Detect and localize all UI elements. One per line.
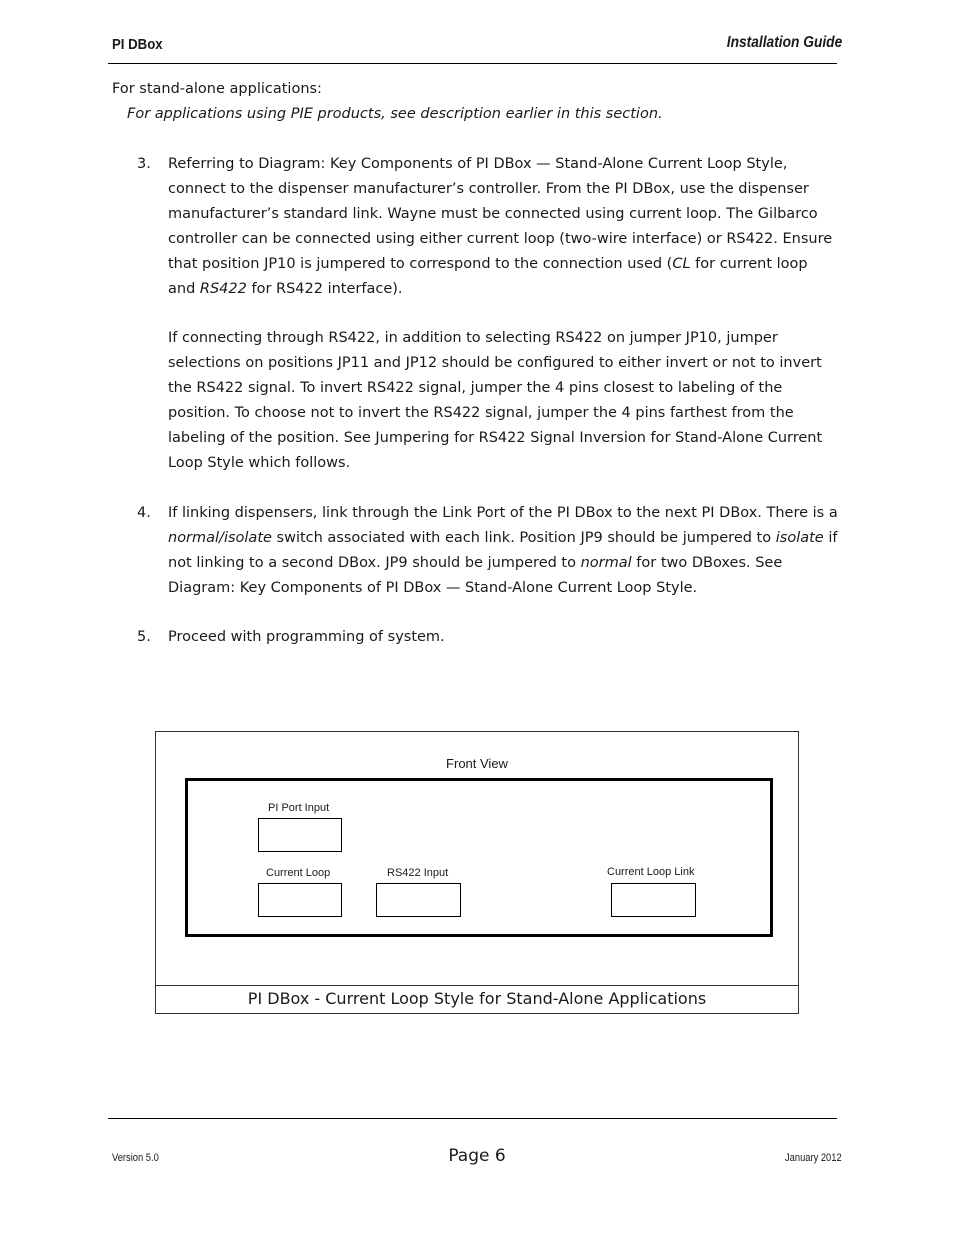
- pi-port-input-label: PI Port Input: [268, 802, 330, 814]
- current-loop-connector: [258, 883, 342, 917]
- pi-port-input-connector: [258, 818, 342, 852]
- text-run: if not linking to a second DBox. JP9 should be jumpered to: [168, 530, 838, 571]
- text-run: Referring to Diagram: Key Components of PI DBox — Stand-Alone Current Loop Style, connect to the dispenser manufacturer’s controller. From the PI DBox, use the dispenser manufacturer’s standard link. Wayne must be connected using current loop. The Gilbarco controller can be connected using either current loop (two-wire interface) or RS422. Ensure that position JP10 is jumpered to correspond to the connection used (: [168, 156, 833, 272]
- text-italic: CL: [672, 256, 691, 272]
- rs422-input-label: RS422 Input: [387, 867, 449, 879]
- text-italic: normal/isolate: [168, 530, 272, 546]
- current-loop-label: Current Loop: [266, 867, 331, 879]
- list-number: 5.: [137, 629, 151, 645]
- diagram-caption: PI DBox - Current Loop Style for Stand-Alone Applications: [156, 985, 798, 1013]
- text-italic: normal: [580, 555, 632, 571]
- text-run: for RS422 interface).: [246, 281, 403, 297]
- list-number: 3.: [137, 156, 151, 172]
- list-text: Proceed with programming of system.: [168, 629, 445, 645]
- text-run: switch associated with each link. Position JP9 should be jumpered to: [271, 530, 776, 546]
- list-text: [168, 501, 838, 601]
- list-number: 4.: [137, 505, 151, 521]
- front-view-diagram: [155, 731, 799, 1014]
- diagram-title: Front View: [446, 756, 508, 771]
- header-doc-title: Installation Guide: [726, 34, 842, 51]
- text-run: for two DBoxes. See Diagram: Key Components of PI DBox — Stand-Alone Current Loop Style.: [168, 555, 783, 596]
- list-item-3-paragraph-2: If connecting through RS422, in addition to selecting RS422 on jumper JP10, jumper selections on positions JP11 and JP12 should be configured to either invert or not to invert the RS422 signal. To invert RS422 signal, jumper the 4 pins closest to labeling of the position. To choose not to invert the RS422 signal, jumper the 4 pins farthest from the labeling of the position. See Jumpering for RS422 Signal Inversion for Stand-Alone Current Loop Style which follows.: [168, 330, 823, 471]
- page-number: Page 6: [448, 1146, 506, 1166]
- dbox-front-panel: [185, 778, 773, 937]
- intro-note: For applications using PIE products, see description earlier in this section.: [127, 106, 663, 122]
- footer-divider: [108, 1118, 837, 1119]
- intro-text: For stand-alone applications:: [112, 81, 322, 97]
- text-italic: RS422: [199, 281, 247, 297]
- header-divider: [108, 63, 837, 64]
- current-loop-link-label: Current Loop Link: [607, 866, 695, 878]
- list-text: [168, 152, 838, 302]
- text-run: for current loop and: [168, 256, 808, 297]
- header-product: PI DBox: [112, 36, 163, 53]
- current-loop-link-connector: [611, 883, 696, 917]
- text-italic: isolate: [775, 530, 824, 546]
- rs422-input-connector: [376, 883, 461, 917]
- text-run: If linking dispensers, link through the Link Port of the PI DBox to the next PI DBox. There is a: [168, 505, 838, 521]
- footer-date: January 2012: [785, 1152, 842, 1164]
- footer-version: Version 5.0: [112, 1152, 159, 1164]
